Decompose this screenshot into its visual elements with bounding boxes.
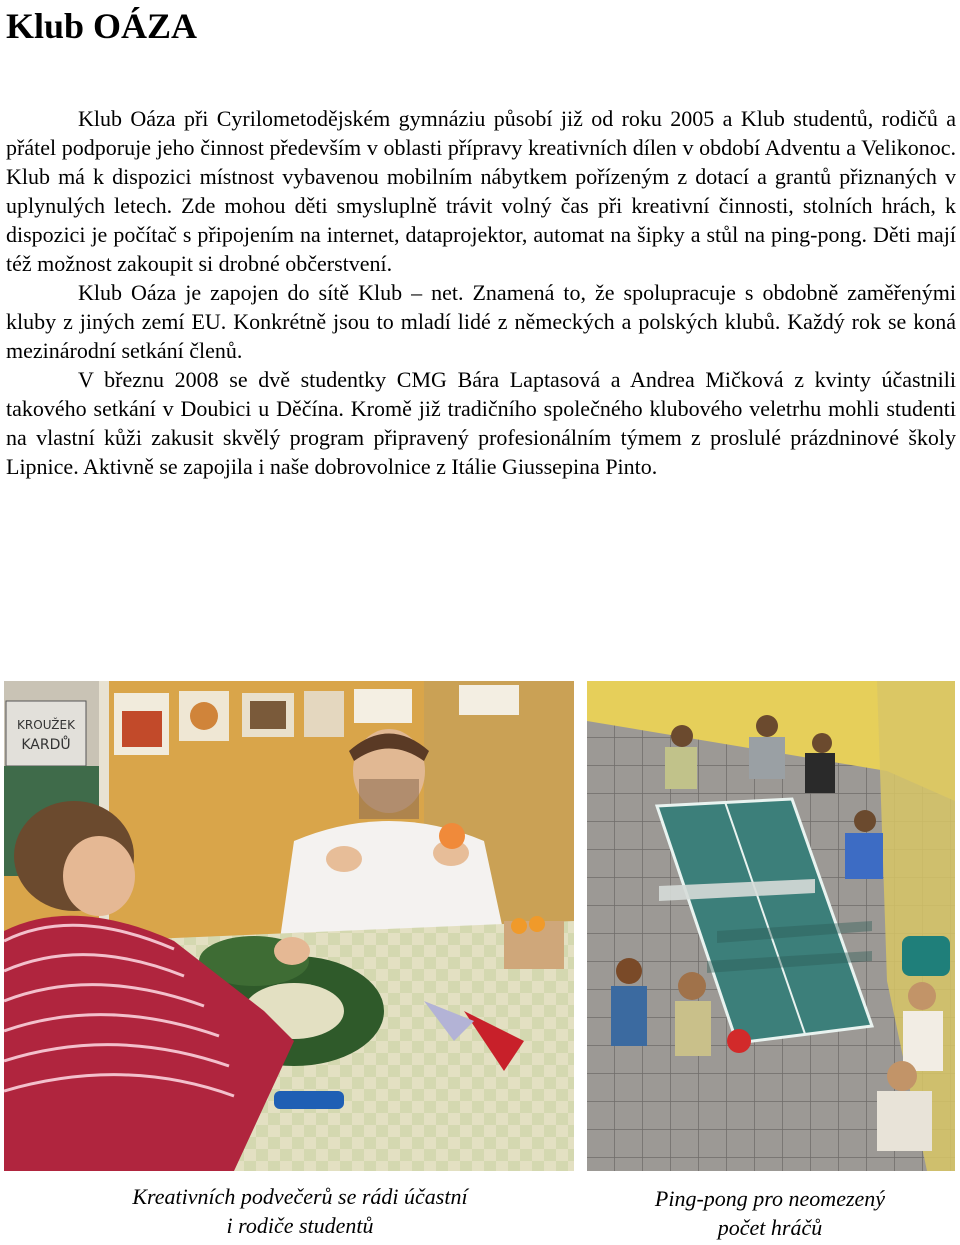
paragraph-meeting: V březnu 2008 se dvě studentky CMG Bára Laptasová a Andrea Mičková z kvinty účastnili takového setkání v Doubici u Děčína. Kromě již tradičního společného klubového veletrhu mohli studenti na vlastní kůži zakusit skvělý program připravený profesionálním týmem z proslulé prázdninové školy Lipnice. Aktivně se zapojila i naše dobrovolnice z Itálie Giussepina Pinto. <box>6 367 956 479</box>
creative-workshop-illustration <box>4 681 574 1171</box>
caption-creative-workshop <box>80 1182 520 1240</box>
caption-crafts-line2: i rodiče studentů <box>226 1213 374 1238</box>
photo-ping-pong <box>587 681 955 1171</box>
article-body <box>6 104 956 481</box>
page-title: Klub OÁZA <box>6 6 198 46</box>
caption-pingpong-line2: počet hráčů <box>717 1215 823 1240</box>
ping-pong-illustration <box>587 681 955 1171</box>
caption-crafts-line1: Kreativních podvečerů se rádi účastní <box>132 1184 468 1209</box>
caption-pingpong-line1: Ping-pong pro neomezený <box>654 1186 886 1211</box>
photo-creative-workshop <box>4 681 574 1171</box>
paragraph-klub-net: Klub Oáza je zapojen do sítě Klub – net. Znamená to, že spolupracuje s obdobně zaměřenými kluby z jiných zemí EU. Konkrétně jsou to mladí lidé z německých a polských klubů. Každý rok se koná mezinárodní setkání členů. <box>6 280 956 363</box>
sign-text-line1: KROUŽEK <box>17 718 75 732</box>
paragraph-intro: Klub Oáza při Cyrilometodějském gymnáziu působí již od roku 2005 a Klub studentů, rodičů a přátel podporuje jeho činnost především v oblasti přípravy kreativních dílen v období Adventu a Velikonoc. Klub má k dispozici místnost vybavenou mobilním nábytkem pořízeným z dotací a grantů přiznaných v uplynulých letech. Zde mohou děti smysluplně trávit volný čas při kreativní činnosti, stolních hrách, k dispozici je počítač s připojením na internet, dataprojektor, automat na šipky a stůl na ping-pong. Děti mají též možnost zakoupit si drobné občerstvení. <box>6 106 956 276</box>
sign-text-line2: KARDŮ <box>21 737 71 753</box>
caption-ping-pong <box>600 1184 940 1242</box>
